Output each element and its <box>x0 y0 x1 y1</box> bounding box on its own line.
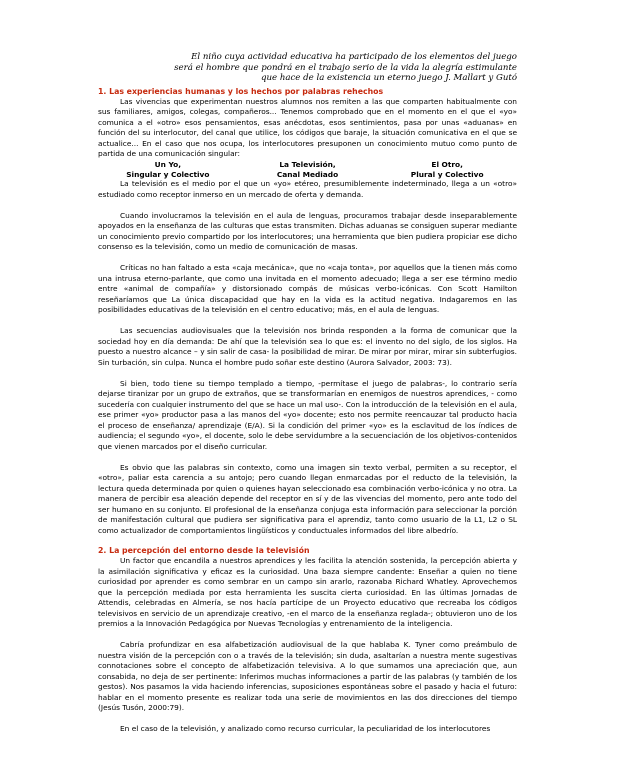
section-1-paragraph-6: Si bien, todo tiene su tiempo templado a tiempo, -permítase el juego de palabras-, lo contrario sería dejarse tiranizar por un grupo de extraños, que se transformarían en enemigos de nuestros aprendices, - como sucedería con cualquier instrumento del que se hace un mal uso-. Con la introducción de la televisión en el aula, ese primer «yo» productor pasa a las manos del «yo» docente; esto nos permite reencauzar tal producto hacia el proceso de enseñanza/ aprendizaje (E/A). Si la condición del primer «yo» es la esclavitud de los índices de audiencia; el segundo «yo», el docente, solo le debe servidumbre a la secuenciación de los objetivos-contenidos que vienen marcados por el diseño curricular. <box>98 378 517 451</box>
section-2-paragraph-2: Cabría profundizar en esa alfabetización audiovisual de la que hablaba K. Tyner como preámbulo de nuestra visión de la percepción con o a través de la televisión; sin duda, asaltarían a nuestra mente sugestivas connotaciones sobre el concepto de alfabetización televisiva. A lo que sumamos una apreciación que, aun consabida, no deja de ser pertinente: Inferimos muchas informaciones a partir de las palabras (y también de los gestos). Nos pasamos la vida haciendo inferencias, suposiciones espontáneas sobre el pasado y hacia el futuro: hablar en el momento presente es realizar toda una serie de movimientos en las dos direcciones del tiempo (Jesús Tusón, 2000:79). <box>98 640 517 713</box>
section-2-paragraph-3: En el caso de la televisión, y analizado como recurso curricular, la peculiaridad de los interlocutores <box>120 724 491 734</box>
diagram-tv-sub: Canal Mediado <box>276 169 339 179</box>
section-1-paragraph-5: Las secuencias audiovisuales que la televisión nos brinda responden a la forma de comunicar que la sociedad hoy en día demanda: De ahí que la televisión sea lo que es: el invento no del siglo, de los siglos. Ha puesto a nuestro alcance – y sin salir de casa- la posibilidad de mirar. De mirar por mirar, mirar sin subterfugios. Sin turbación, sin culpa. Nunca el hombre pudo soñar este destino (Aurora Salvador, 2003: 73). <box>98 326 517 367</box>
communication-diagram <box>98 160 517 180</box>
epigraph-line-1: El niño cuya actividad educativa ha participado de los elementos del juego <box>191 52 517 62</box>
section-1-heading: 1. Las experiencias humanas y los hechos por palabras rehechos <box>98 86 384 96</box>
section-1-paragraph-3: Cuando involucramos la televisión en el aula de lenguas, procuramos trabajar desde inseparablemente apoyados en la enseñanza de las culturas que estas transmiten. Dichas aduanas se consiguen superar mediante un conocimiento previo compartido por los interlocutores; una herramienta que bien pudiera propiciar ese dicho consenso es la televisión, como un medio de comunicación de masas. <box>98 210 517 252</box>
diagram-yo-sub: Singular y Colectivo <box>126 169 210 179</box>
epigraph-quote <box>98 52 517 84</box>
diagram-tv-title: La Televisión, <box>279 159 336 169</box>
section-2-heading: 2. La percepción del entorno desde la televisión <box>98 546 310 556</box>
diagram-otro-title: El Otro, <box>431 159 463 169</box>
section-1-paragraph-2: La televisión es el medio por el que un «yo» etéreo, presumiblemente indeterminado, llega a un «otro» estudiado como receptor inmerso en un mercado de oferta y demanda. <box>98 179 517 199</box>
section-1-paragraph-4: Críticas no han faltado a esta «caja mecánica», que no «caja tonta», por aquellos que la tienen más como una intrusa eterno-parlante, que como una invitada en el momento adecuado; llega a ser ese término medio entre «animal de compañía» y distorsionado compás de músicas verbo-icónicas. Con Scott Hamilton reseñaríamos que La única discapacidad que hay en la vida es la actitud negativa. Indagaremos en las posibilidades educativas de la televisión en el centro educativo; más, en el aula de lenguas. <box>98 263 517 315</box>
epigraph-line-2: será el hombre que pondrá en el trabajo serio de la vida la alegría estimulante <box>174 62 517 73</box>
section-1-paragraph-1: Las vivencias que experimentan nuestros alumnos nos remiten a las que comparten habitualmente con sus familiares, amigos, colegas, compañeros... Tenemos comprobado que en el momento en el que el «yo» comunica a el «otro» esos pensamientos, esas anécdotas, esos sentimientos, pasa por unas «aduanas» en función del su interlocutor, del canal que utilice, los códigos que baraje, la situación comunicativa en el que se actualice... En el caso que nos ocupa, los interlocutores presuponen un conocimiento mutuo como punto de partida de una comunicación singular: <box>98 96 517 159</box>
section-1-paragraph-7: Es obvio que las palabras sin contexto, como una imagen sin texto verbal, permiten a su receptor, el «otro», paliar esta carencia a su antojo; pero cuando llegan enmarcadas por el reducto de la televisión, la lectura queda determinada por quien o quienes hayan seleccionado esa combinación verbo-icónica y no otra. La manera de percibir esa aleación depende del receptor en sí y de las vivencias del momento, pero ante todo del ser humano en su conjunto. El profesional de la enseñanza conjuga esta información para seleccionar la porción de manifestación cultural que pudiera ser significativa para el aprendiz, tanto como usuario de la L1, L2 o SL como actualizador de comportamientos lingüísticos y conductuales informados del libre albedrío. <box>98 462 517 535</box>
diagram-yo-title: Un Yo, <box>154 159 182 169</box>
section-2-paragraph-1: Un factor que encandila a nuestros aprendices y les facilita la atención sostenida, la percepción abierta y la asimilación significativa y eficaz es la curiosidad. Una baza siempre candente: Enseñar a quien no tiene curiosidad por aprender es como sembrar en un campo sin ararlo, razonaba Richard Whatley. Aprovechemos que la percepción mediada por esta herramienta les suscita cierta curiosidad. En las últimas Jornadas de Attendis, celebradas en Almería, se nos hacía partícipe de un Proyecto educativo que recreaba los códigos televisivos en servicio de un aprendizaje creativo, -en el marco de la enseñanza reglada-; obtuvieron uno de los premios a la Innovación Pedagógica por Nuevas Tecnologías y entrenamiento de la inteligencia. <box>98 556 517 629</box>
diagram-otro-sub: Plural y Colectivo <box>410 169 484 179</box>
epigraph-line-3: que hace de la existencia un eterno juego J. Mallart y Gutó <box>260 73 517 84</box>
